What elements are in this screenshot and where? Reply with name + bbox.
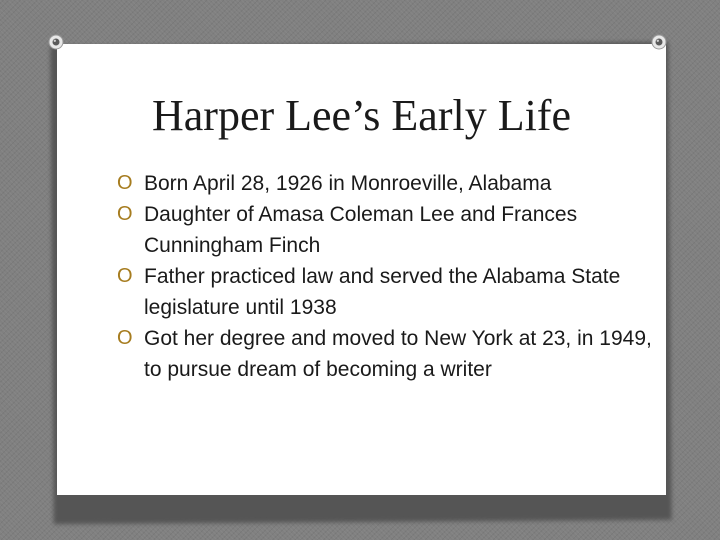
slide-title: Harper Lee’s Early Life <box>152 91 571 140</box>
bullet-text: Got her degree and moved to New York at 23, in 1949, to pursue dream of becoming a writer <box>144 327 652 381</box>
bullet-text: Father practiced law and served the Alabama State legislature until 1938 <box>144 265 621 319</box>
bullet-text: Daughter of Amasa Coleman Lee and Frances Cunningham Finch <box>144 203 578 257</box>
slide-card <box>57 44 666 495</box>
bullet-marker-icon: O <box>117 265 133 287</box>
bullet-item <box>117 261 662 323</box>
bullet-item <box>117 199 662 261</box>
bullet-marker-icon: O <box>117 327 133 349</box>
bullet-marker-icon: O <box>117 203 133 225</box>
bullet-marker-icon: O <box>117 172 133 194</box>
bullet-list <box>117 168 662 385</box>
pushpin-icon <box>651 34 667 50</box>
bullet-text: Born April 28, 1926 in Monroeville, Alabama <box>144 172 552 195</box>
bullet-item <box>117 323 662 385</box>
pushpin-icon <box>48 34 64 50</box>
bullet-item <box>117 168 662 199</box>
